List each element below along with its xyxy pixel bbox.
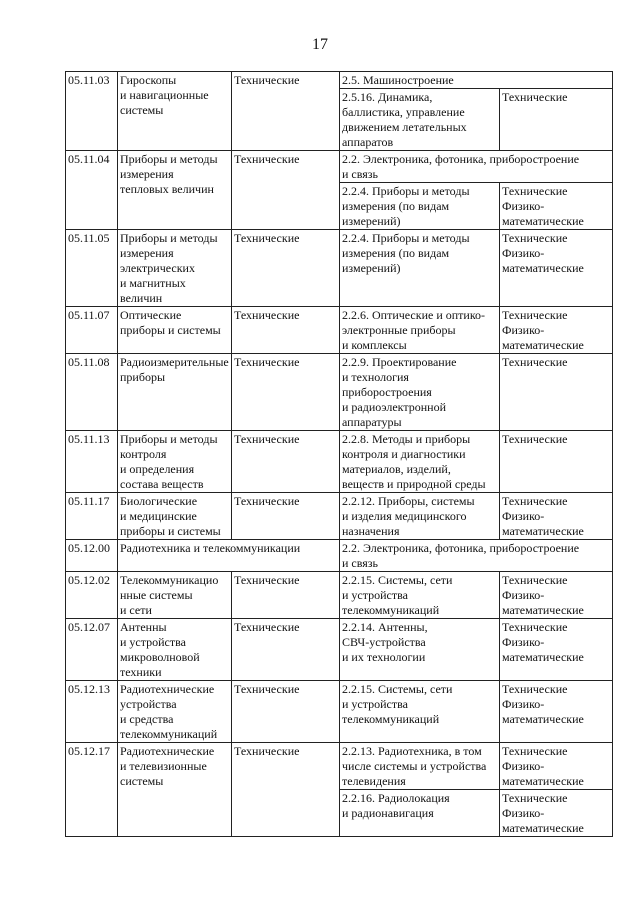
old-specialty-name: Биологические и медицинские приборы и системы	[118, 493, 232, 540]
old-specialty-code: 05.11.05	[66, 230, 118, 307]
new-science-branch: Технические Физико- математические	[500, 230, 613, 307]
old-specialty-code: 05.12.13	[66, 681, 118, 743]
new-specialty-name: 2.2.4. Приборы и методы измерения (по видам измерений)	[340, 230, 500, 307]
table-row	[66, 72, 613, 89]
old-specialty-name: Приборы и методы измерения тепловых величин	[118, 151, 232, 230]
new-science-branch: Технические	[500, 431, 613, 493]
new-specialty-name: 2.2.14. Антенны, СВЧ-устройства и их технологии	[340, 619, 500, 681]
table-row	[66, 151, 613, 183]
table-row	[66, 230, 613, 307]
new-specialty-name: 2.2.8. Методы и приборы контроля и диагностики материалов, изделий, веществ и природной среды	[340, 431, 500, 493]
old-specialty-name: Радиоизмерительные приборы	[118, 354, 232, 431]
new-specialty-name: 2.2.15. Системы, сети и устройства телекоммуникаций	[340, 572, 500, 619]
table-row	[66, 743, 613, 790]
specialty-correspondence-table	[65, 71, 613, 837]
old-specialty-name: Антенны и устройства микроволновой техники	[118, 619, 232, 681]
old-specialty-code: 05.11.13	[66, 431, 118, 493]
old-specialty-code: 05.12.07	[66, 619, 118, 681]
old-specialty-name: Радиотехнические и телевизионные системы	[118, 743, 232, 837]
old-specialty-code: 05.12.17	[66, 743, 118, 837]
old-science-branch: Технические	[232, 72, 340, 151]
old-specialty-name: Радиотехнические устройства и средства телекоммуникаций	[118, 681, 232, 743]
new-group-title: 2.5. Машиностроение	[340, 72, 613, 89]
old-specialty-name: Оптические приборы и системы	[118, 307, 232, 354]
new-specialty-name: 2.2.16. Радиолокация и радионавигация	[340, 790, 500, 837]
new-specialty-name: 2.2.4. Приборы и методы измерения (по видам измерений)	[340, 183, 500, 230]
new-specialty-name: 2.2.9. Проектирование и технология приборостроения и радиоэлектронной аппаратуры	[340, 354, 500, 431]
new-science-branch: Технические Физико- математические	[500, 493, 613, 540]
page-number: 17	[312, 36, 328, 53]
old-science-branch: Технические	[232, 619, 340, 681]
table-row	[66, 540, 613, 572]
new-group-title: 2.2. Электроника, фотоника, приборостроение и связь	[340, 151, 613, 183]
new-science-branch: Технические Физико- математические	[500, 307, 613, 354]
old-specialty-code: 05.11.03	[66, 72, 118, 151]
new-science-branch: Технические Физико- математические	[500, 790, 613, 837]
old-science-branch: Технические	[232, 230, 340, 307]
old-specialty-code: 05.11.08	[66, 354, 118, 431]
new-specialty-name: 2.2.6. Оптические и оптико- электронные приборы и комплексы	[340, 307, 500, 354]
old-science-branch: Технические	[232, 354, 340, 431]
old-science-branch: Технические	[232, 431, 340, 493]
table-row	[66, 619, 613, 681]
new-science-branch: Технические	[500, 354, 613, 431]
new-specialty-name: 2.2.13. Радиотехника, в том числе системы и устройства телевидения	[340, 743, 500, 790]
old-science-branch: Технические	[232, 151, 340, 230]
table-row	[66, 431, 613, 493]
new-science-branch: Технические Физико- математические	[500, 619, 613, 681]
old-specialty-name: Телекоммуникацио нные системы и сети	[118, 572, 232, 619]
new-science-branch: Технические Физико- математические	[500, 681, 613, 743]
table-row	[66, 354, 613, 431]
old-specialty-code: 05.11.17	[66, 493, 118, 540]
old-specialty-code: 05.11.07	[66, 307, 118, 354]
new-science-branch: Технические	[500, 89, 613, 151]
new-science-branch: Технические Физико- математические	[500, 183, 613, 230]
old-specialty-name: Гироскопы и навигационные системы	[118, 72, 232, 151]
old-specialty-code: 05.12.00	[66, 540, 118, 572]
old-specialty-code: 05.11.04	[66, 151, 118, 230]
old-science-branch: Технические	[232, 681, 340, 743]
new-specialty-name: 2.2.15. Системы, сети и устройства телекоммуникаций	[340, 681, 500, 743]
old-specialty-name: Приборы и методы измерения электрических и магнитных величин	[118, 230, 232, 307]
old-specialty-code: 05.12.02	[66, 572, 118, 619]
old-specialty-name: Приборы и методы контроля и определения состава веществ	[118, 431, 232, 493]
table-row	[66, 493, 613, 540]
new-science-branch: Технические Физико- математические	[500, 572, 613, 619]
new-specialty-name: 2.2.12. Приборы, системы и изделия медицинского назначения	[340, 493, 500, 540]
old-science-branch: Технические	[232, 307, 340, 354]
table-row	[66, 681, 613, 743]
old-science-branch: Технические	[232, 743, 340, 837]
table-row	[66, 307, 613, 354]
table-row	[66, 572, 613, 619]
old-science-branch: Технические	[232, 493, 340, 540]
new-group-title: 2.2. Электроника, фотоника, приборостроение и связь	[340, 540, 613, 572]
old-science-branch: Технические	[232, 572, 340, 619]
old-section-title: Радиотехника и телекоммуникации	[118, 540, 340, 572]
new-specialty-name: 2.5.16. Динамика, баллистика, управление движением летательных аппаратов	[340, 89, 500, 151]
new-science-branch: Технические Физико- математические	[500, 743, 613, 790]
